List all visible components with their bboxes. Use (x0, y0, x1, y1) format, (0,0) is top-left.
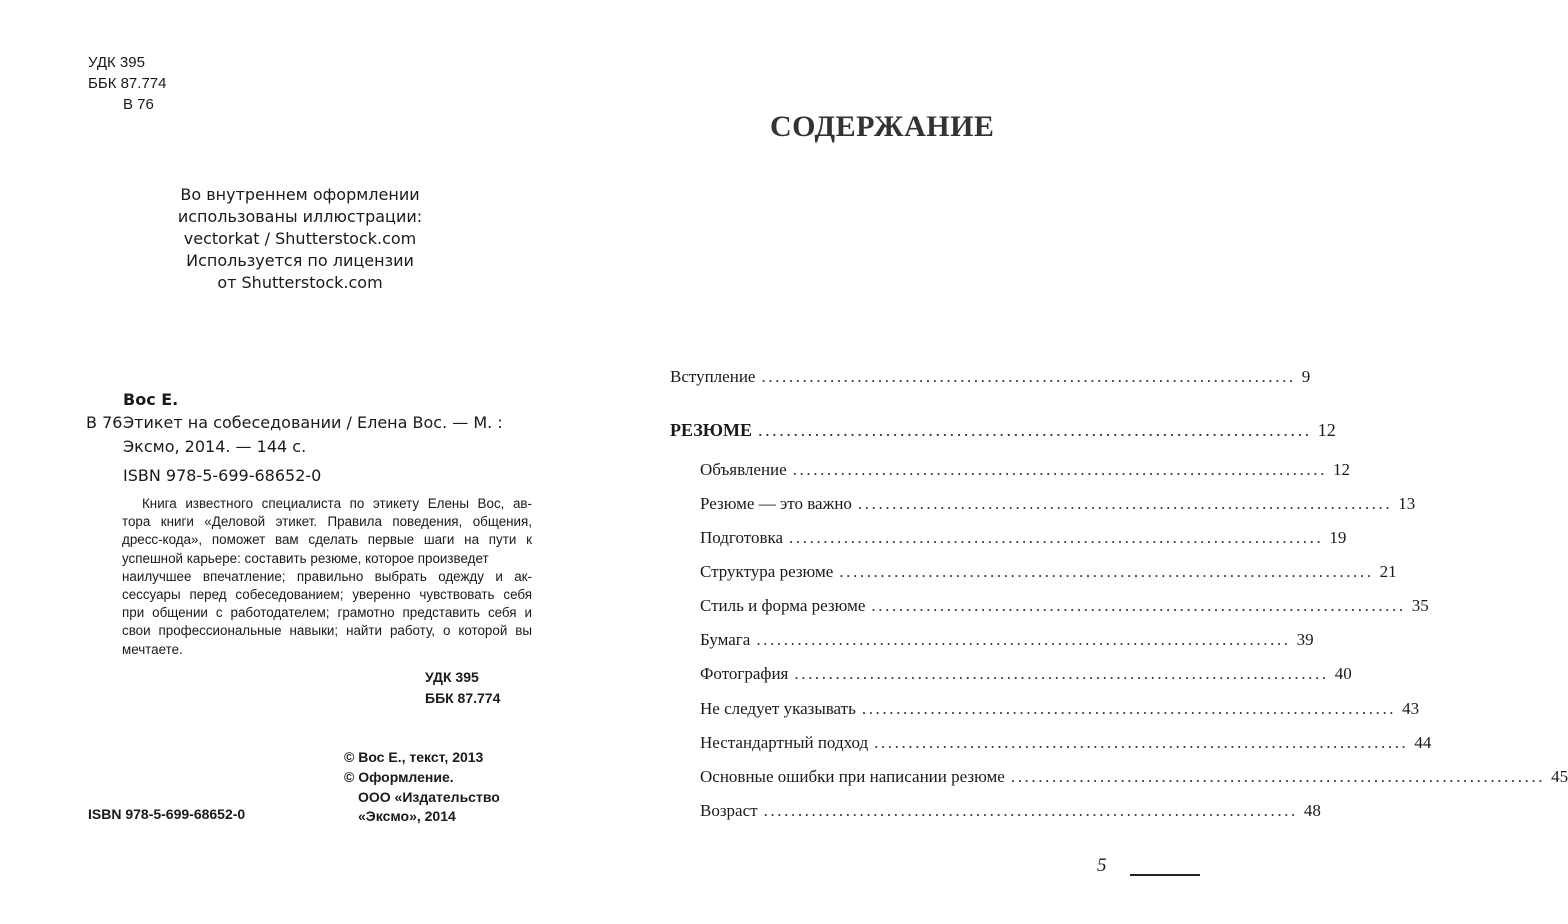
annotation-line: тора книги «Деловой этикет. Правила поведения, общения, (122, 514, 532, 530)
leader-dots: .............................................................................. (794, 664, 1329, 683)
leader-dots: .............................................................................. (874, 733, 1409, 752)
toc-entry (700, 562, 1397, 582)
toc-entry-label: Основные ошибки при написании резюме (700, 767, 1005, 786)
toc-entry-label: Фотография (700, 664, 789, 683)
toc-entry-label: Вступление (670, 367, 756, 386)
leader-dots: .............................................................................. (756, 630, 1291, 649)
leader-dots: .............................................................................. (761, 367, 1296, 386)
isbn-bottom: ISBN 978-5-699-68652-0 (88, 806, 246, 822)
udk-code: УДК 395 (425, 669, 479, 685)
toc-section-label: РЕЗЮМЕ (670, 420, 752, 440)
leader-dots: .............................................................................. (871, 596, 1406, 615)
leader-dots: .............................................................................. (763, 801, 1298, 820)
copyright-line: © Оформление. (344, 769, 454, 785)
toc-entry (700, 596, 1429, 616)
leader-dots: .............................................................................. (857, 494, 1393, 513)
toc-entry-page: 12 (1333, 460, 1350, 479)
toc-entry-page: 21 (1379, 562, 1397, 581)
author-mark: В 76 (123, 96, 154, 113)
toc-entry (700, 528, 1347, 548)
illustration-credits (160, 184, 440, 294)
annotation-line: мечтаете. (122, 641, 183, 657)
toc-entry-label: Возраст (700, 801, 758, 820)
credits-line: Во внутреннем оформлении (180, 185, 420, 204)
toc-entry-label: Структура резюме (700, 562, 834, 581)
toc-entry-page: 43 (1402, 699, 1420, 718)
toc-entry-label: Резюме — это важно (700, 494, 852, 513)
annotation-line: дресс-кода», поможет вам сделать первые шаги на пути к (122, 532, 532, 548)
author-name: Вос Е. (123, 390, 179, 409)
annotation (122, 495, 532, 659)
isbn-inline: ISBN 978-5-699-68652-0 (123, 466, 322, 485)
toc-entry-page: 19 (1329, 528, 1347, 547)
footer-rule (1130, 874, 1200, 876)
credits-line: от Shutterstock.com (217, 273, 383, 292)
toc-entry-page: 9 (1301, 367, 1311, 386)
toc-section (670, 420, 1336, 441)
toc-entry (700, 460, 1350, 480)
leader-dots: .............................................................................. (861, 699, 1397, 718)
toc-entry (700, 767, 1568, 787)
toc-intro (670, 367, 1311, 387)
toc-section-page: 12 (1317, 420, 1336, 440)
bbk-code: ББК 87.774 (88, 75, 167, 92)
annotation-line: сессуары перед собеседованием; уверенно чувствовать себя (122, 587, 532, 603)
annotation-line: при общении с работодателем; грамотно представить себя и (122, 605, 532, 621)
leader-dots: .............................................................................. (789, 528, 1324, 547)
toc-entry-label: Стиль и форма резюме (700, 596, 866, 615)
leader-dots: .............................................................................. (792, 460, 1327, 479)
toc-entry-label: Подготовка (700, 528, 784, 547)
toc-entry (700, 494, 1416, 514)
toc-entry (700, 699, 1420, 719)
annotation-line: успешной карьере: составить резюме, которое произведет (122, 550, 489, 566)
toc-entry-page: 40 (1334, 664, 1352, 683)
credits-line: vectorkat / Shutterstock.com (183, 229, 417, 248)
toc-entry (700, 801, 1321, 821)
page-title: СОДЕРЖАНИЕ (770, 110, 995, 143)
annotation-line: свои профессиональные навыки; найти работу, о которой вы (122, 623, 532, 639)
toc-entry-page: 13 (1398, 494, 1416, 513)
bbk-code: ББК 87.774 (425, 690, 501, 706)
toc-entry-label: Бумага (700, 630, 751, 649)
bibliographic-line: Этикет на собеседовании / Елена Вос. — М. : (123, 413, 503, 432)
copyright-line: ООО «Издательство (358, 789, 500, 805)
bibliographic-line: Эксмо, 2014. — 144 с. (123, 437, 307, 456)
call-mark: В 76 (86, 413, 123, 432)
toc-entry-page: 48 (1303, 801, 1321, 820)
annotation-line: наилучшее впечатление; правильно выбрать одежду и ак- (122, 568, 532, 584)
copyright-line: © Вос Е., текст, 2013 (344, 749, 484, 765)
toc-entry-label: Объявление (700, 460, 787, 479)
toc-entry-label: Нестандартный подход (700, 733, 869, 752)
credits-line: использованы иллюстрации: (177, 207, 423, 226)
toc-entry (700, 630, 1314, 650)
leader-dots: .............................................................................. (1010, 767, 1546, 786)
udk-code: УДК 395 (88, 54, 145, 71)
annotation-line: Книга известного специалиста по этикету Елены Вос, ав- (142, 496, 532, 511)
leader-dots: .............................................................................. (757, 420, 1312, 440)
toc-entry (700, 664, 1352, 684)
leader-dots: .............................................................................. (839, 562, 1374, 581)
copyright-line: «Эксмо», 2014 (358, 808, 456, 824)
toc-entry-page: 44 (1414, 733, 1432, 752)
toc-entry-page: 45 (1551, 767, 1568, 786)
toc-entry-page: 39 (1296, 630, 1314, 649)
toc-entry-page: 35 (1411, 596, 1429, 615)
credits-line: Используется по лицензии (186, 251, 414, 270)
toc-entry-label: Не следует указывать (700, 699, 856, 718)
page-number: 5 (1097, 855, 1107, 876)
toc-entry (700, 733, 1432, 753)
